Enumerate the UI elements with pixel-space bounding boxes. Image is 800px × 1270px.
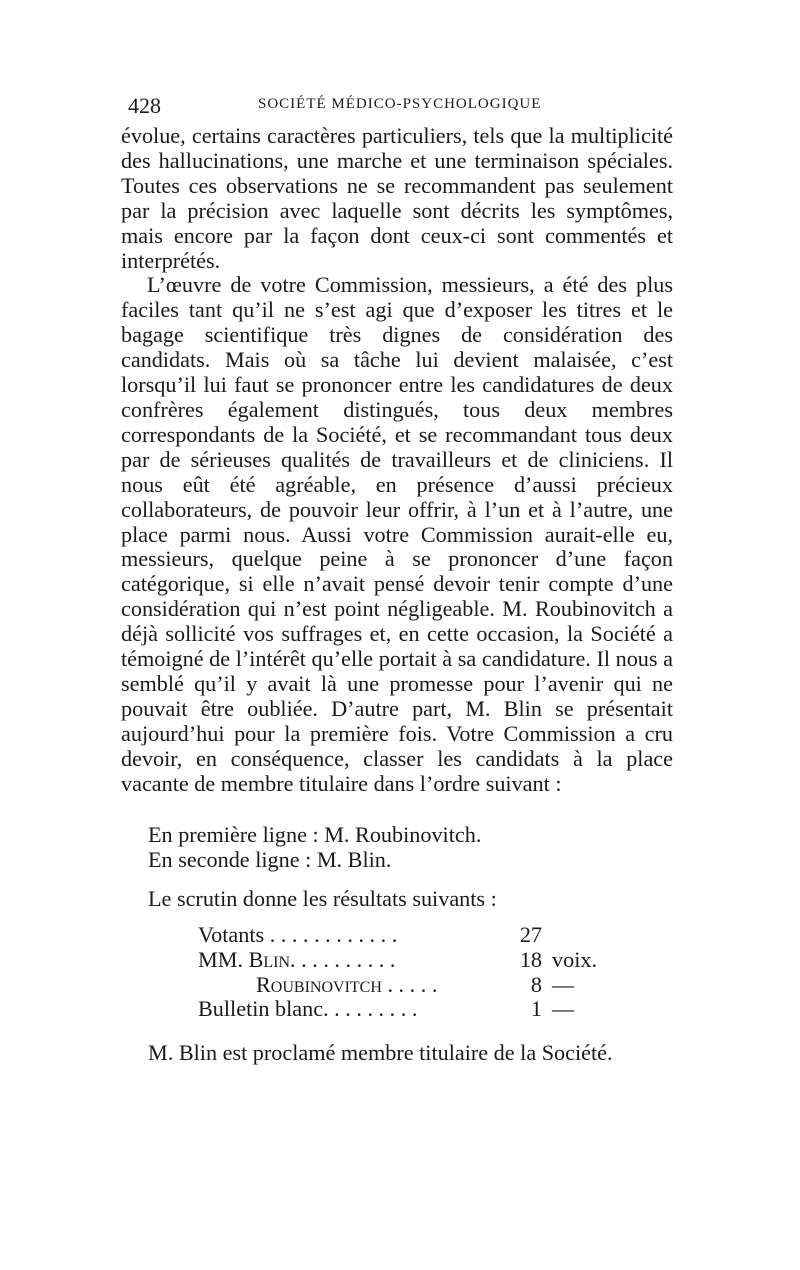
leader-dots: . . . . . . . . . . bbox=[290, 946, 396, 972]
vote-label: Votants . . . . . . . . . . . . bbox=[198, 922, 398, 947]
leader-dots: . . . . . bbox=[381, 971, 438, 997]
election-result: M. Blin est proclamé membre titulaire de la Société. bbox=[148, 1040, 613, 1065]
vote-row bbox=[198, 973, 608, 998]
vote-row bbox=[198, 997, 608, 1022]
vote-results bbox=[198, 923, 608, 1022]
vote-label bbox=[256, 973, 437, 998]
vote-label: Bulletin blanc. . . . . . . . . bbox=[198, 996, 418, 1022]
vote-count: 27 bbox=[519, 922, 542, 947]
paragraph: L’œuvre de votre Commission, messieurs, a été des plus faciles tant qu’il ne s’est agi que d’exposer les titres et le bagage scientifique très dignes de considération des candidats. Mais où sa tâche lui devient malaisée, c’est lorsqu’il lui faut se prononcer entre les candidatures de deux confrères également distingués, tous deux membres correspondants de la Société, et se recommandant tous deux par de sérieuses qualités de travailleurs et de cliniciens. Il nous eût été agréable, en présence d’aussi précieux collaborateurs, de pouvoir leur offrir, à l’un et à l’autre, une place parmi nous. Aussi votre Commission aurait-elle eu, messieurs, quelque peine à se prononcer d’une façon catégorique, si elle n’avait pensé devoir tenir compte d’une considération qui n’est point négligeable. M. Roubinovitch a déjà sollicité vos suffrages et, en cette occasion, la Société a témoigné de l’intérêt qu’elle portait à sa candidature. Il nous a semblé qu’il y avait là une promesse pour l’avenir qui ne pouvait être oubliée. D’autre part, M. Blin se présentait aujourd’hui pour la première fois. Votre Commission a cru devoir, en conséquence, classer les candidats à la place vacante de membre titulaire dans l’ordre suivant : bbox=[121, 272, 673, 796]
vote-suffix: — bbox=[552, 996, 575, 1022]
ranking-first-line: En première ligne : M. Roubinovitch. bbox=[148, 822, 482, 847]
page-header bbox=[128, 93, 558, 121]
vote-label-prefix: MM. bbox=[198, 946, 249, 972]
paragraph: évolue, certains caractères particuliers, tels que la multiplicité des hallucinations, une marche et une terminaison spéciales. Toutes ces observations ne se recommandent pas seulement par la précision avec laquelle sont décrits les symptômes, mais encore par la façon dont ceux-ci sont commentés et interprétés. bbox=[121, 123, 673, 273]
candidate-ranking bbox=[148, 822, 481, 872]
page-number: 428 bbox=[128, 93, 161, 118]
vote-count: 8 bbox=[530, 971, 542, 997]
body-text bbox=[121, 124, 673, 796]
candidate-name: Roubinovitch bbox=[256, 971, 382, 997]
vote-row bbox=[198, 948, 608, 973]
vote-suffix: voix. bbox=[552, 946, 597, 972]
vote-row bbox=[198, 923, 608, 948]
vote-suffix: — bbox=[552, 971, 575, 997]
vote-count: 1 bbox=[530, 996, 542, 1022]
scrutin-intro: Le scrutin donne les résultats suivants : bbox=[148, 886, 497, 911]
vote-count: 18 bbox=[519, 946, 542, 972]
vote-label bbox=[198, 948, 395, 973]
running-title: SOCIÉTÉ MÉDICO-PSYCHOLOGIQUE bbox=[258, 96, 542, 112]
ranking-second-line: En seconde ligne : M. Blin. bbox=[148, 847, 392, 872]
candidate-name: Blin bbox=[248, 946, 291, 972]
